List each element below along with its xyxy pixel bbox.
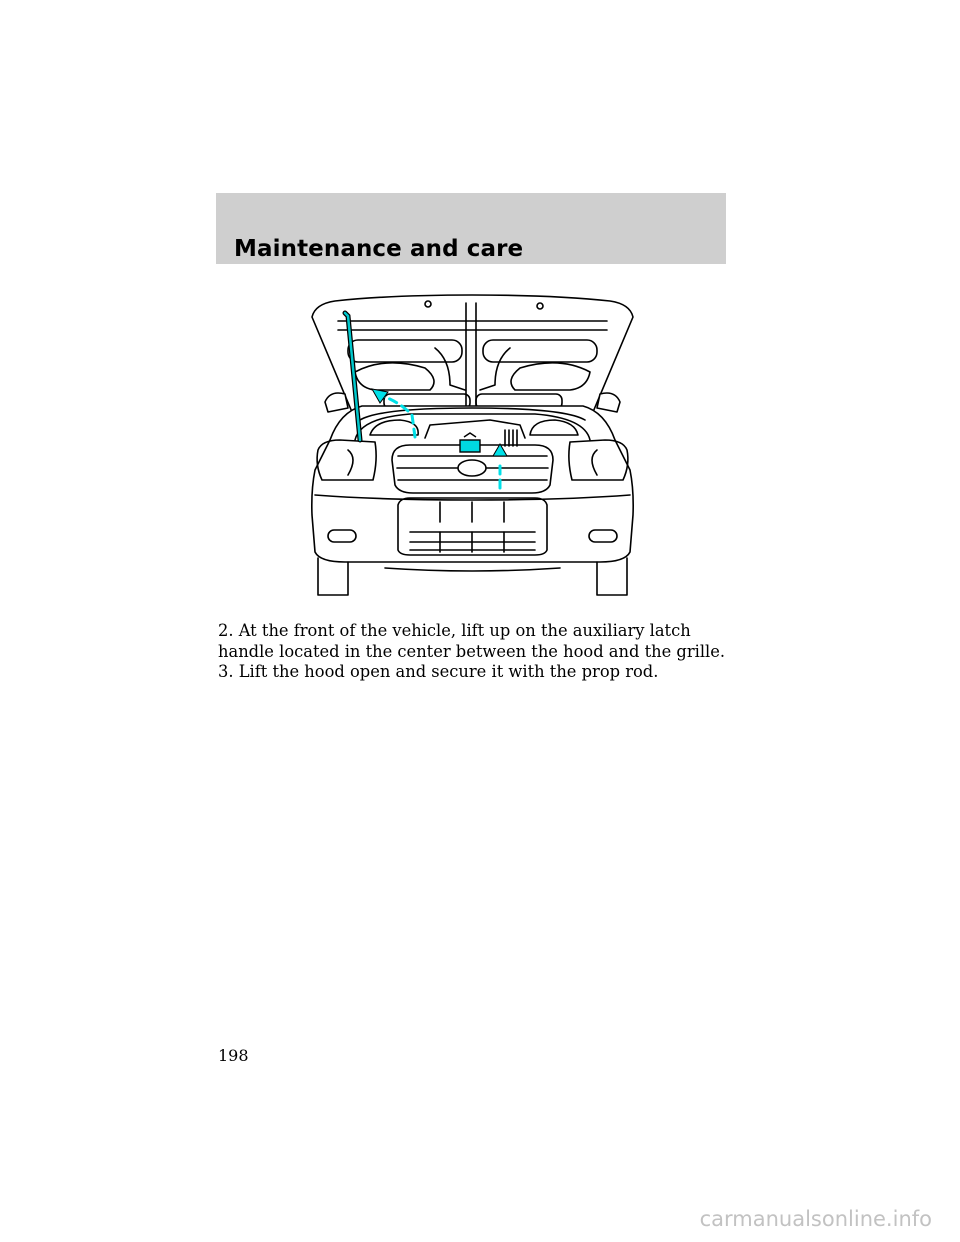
instruction-step-3: 3. Lift the hood open and secure it with the prop rod. (218, 662, 659, 681)
page-number: 198 (218, 1046, 249, 1065)
instruction-step-2: 2. At the front of the vehicle, lift up on the auxiliary latch handle located in the center between the hood and the grille. (218, 621, 726, 661)
section-title: Maintenance and care (234, 236, 524, 262)
watermark-text: carmanualsonline.info (699, 1207, 932, 1231)
section-header (216, 193, 726, 264)
vehicle-front-hood-open-icon (300, 290, 645, 602)
